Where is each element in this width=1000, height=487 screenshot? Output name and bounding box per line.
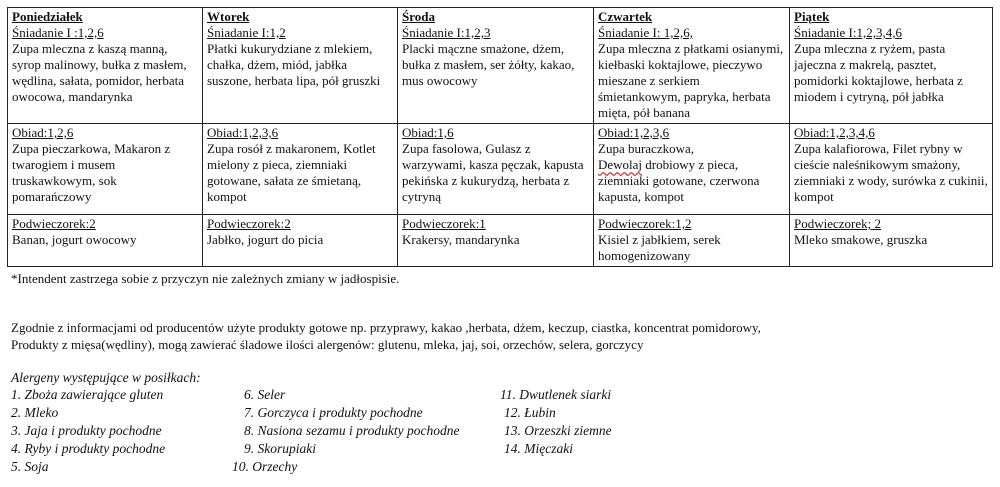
allergen-item: 6. Seler (244, 387, 286, 402)
day-name: Czwartek (598, 9, 653, 24)
meal-label: Śniadanie I :1,2,6 (12, 25, 104, 40)
cell-monday-breakfast (8, 8, 203, 124)
meal-label: Śniadanie I:1,2,3 (402, 25, 491, 40)
menu-table (7, 7, 993, 267)
allergen-item: 9. Skorupiaki (244, 441, 316, 456)
meal-text-start: Zupa buraczkowa, (598, 141, 695, 156)
meal-text: Banan, jogurt owocowy (12, 232, 137, 247)
allergen-item: 3. Jaja i produkty pochodne (11, 423, 162, 438)
meal-text (598, 141, 785, 205)
meal-label: Śniadanie I:1,2,3,4,6 (794, 25, 902, 40)
allergen-item: 2. Mleko (11, 405, 59, 420)
cell-friday-snack (790, 215, 993, 267)
cell-wednesday-lunch (398, 124, 594, 215)
cell-wednesday-breakfast (398, 8, 594, 124)
spellcheck-word: Dewolaj (598, 157, 643, 172)
cell-monday-lunch (8, 124, 203, 215)
allergen-item: 8. Nasiona sezamu i produkty pochodne (244, 423, 460, 438)
meal-text-end: drobiowy z pieca, ziemniaki gotowane, czerwona kapusta, kompot (598, 157, 760, 204)
footnote: *Intendent zastrzega sobie z przyczyn nie zależnych zmiany w jadłospisie. (11, 271, 400, 286)
meal-text: Zupa mleczna z ryżem, pasta jajeczna z makrelą, pasztet, pomidorki koktajlowe, herbata z miodem i cytryną, pół jabłka (794, 41, 963, 104)
snack-row (8, 215, 993, 267)
cell-tuesday-snack (203, 215, 398, 267)
meal-text: Placki mączne smażone, dżem, bułka z masłem, ser żółty, kakao, mus owocowy (402, 41, 575, 88)
meal-text: Zupa fasolowa, Gulasz z warzywami, kasza pęczak, kapusta pekińska z kukurydzą, herbata z cytryną (402, 141, 584, 204)
day-name: Poniedziałek (12, 9, 83, 24)
allergen-item: 5. Soja (11, 459, 49, 474)
meal-text: Kisiel z jabłkiem, serek homogenizowany (598, 232, 721, 263)
allergens-column-2 (232, 386, 459, 476)
cell-thursday-snack (594, 215, 790, 267)
allergen-item: 14. Mięczaki (504, 441, 573, 456)
meal-text: Zupa mleczna z płatkami osianymi, kiełbaski koktajlowe, pieczywo mieszane z serkiem śmietankowym, papryka, herbata mięta, pół banana (598, 41, 784, 120)
allergens-column-1 (11, 386, 165, 476)
meal-label: Obiad:1,2,3,6 (207, 125, 279, 140)
cell-friday-lunch (790, 124, 993, 215)
cell-thursday-breakfast (594, 8, 790, 124)
meal-label: Obiad:1,2,3,6 (598, 125, 670, 140)
day-name: Środa (402, 9, 435, 24)
breakfast-row (8, 8, 993, 124)
meal-text: Jabłko, jogurt do picia (207, 232, 324, 247)
info-line: Zgodnie z informacjami od producentów użyte produkty gotowe np. przyprawy, kakao ,herbata, dżem, keczup, ciastka, koncentrat pomidorowy, (11, 320, 761, 335)
meal-label: Śniadanie I:1,2 (207, 25, 286, 40)
lunch-row (8, 124, 993, 215)
cell-monday-snack (8, 215, 203, 267)
meal-label: Śniadanie I: 1,2,6, (598, 25, 693, 40)
meal-text: Zupa pieczarkowa, Makaron z twarogiem i musem truskawkowym, sok pomarańczowy (12, 141, 171, 204)
cell-tuesday-breakfast (203, 8, 398, 124)
day-name: Wtorek (207, 9, 250, 24)
allergens-column-3 (500, 386, 612, 458)
meal-text: Zupa rosół z makaronem, Kotlet mielony z pieca, ziemniaki gotowane, sałata ze śmietaną, kompot (207, 141, 376, 204)
day-name: Piątek (794, 9, 830, 24)
info-line: Produkty z mięsa(wędliny), mogą zawierać śladowe ilości alergenów: glutenu, mleka, jaj, soi, orzechów, selera, gorczycy (11, 337, 644, 352)
cell-thursday-lunch (594, 124, 790, 215)
meal-text: Płatki kukurydziane z mlekiem, chałka, dżem, miód, jabłka suszone, herbata lipa, pół gruszki (207, 41, 381, 88)
meal-label: Obiad:1,6 (402, 125, 454, 140)
allergen-item: 4. Ryby i produkty pochodne (11, 441, 166, 456)
meal-label: Podwieczorek:1,2 (598, 216, 692, 231)
meal-label: Podwieczorek:2 (207, 216, 291, 231)
meal-label: Podwieczorek; 2 (794, 216, 882, 231)
allergen-item: 7. Gorczyca i produkty pochodne (244, 405, 423, 420)
allergen-item: 13. Orzeszki ziemne (504, 423, 612, 438)
meal-text: Krakersy, mandarynka (402, 232, 520, 247)
allergen-info (11, 319, 761, 353)
allergen-item: 1. Zboża zawierające gluten (11, 387, 164, 402)
allergen-item: 11. Dwutlenek siarki (500, 387, 612, 402)
meal-label: Obiad:1,2,3,4,6 (794, 125, 875, 140)
allergens-title: Alergeny występujące w posiłkach: (11, 370, 201, 385)
meal-label: Obiad:1,2,6 (12, 125, 74, 140)
meal-text: Zupa kalafiorowa, Filet rybny w cieście naleśnikowym smażony, ziemniaki z wody, surówka z cukinii, kompot (794, 141, 988, 204)
allergen-item: 12. Łubin (504, 405, 556, 420)
cell-tuesday-lunch (203, 124, 398, 215)
meal-label: Podwieczorek:1 (402, 216, 486, 231)
meal-label: Podwieczorek:2 (12, 216, 96, 231)
cell-wednesday-snack (398, 215, 594, 267)
allergen-item: 10. Orzechy (232, 459, 298, 474)
meal-text: Mleko smakowe, gruszka (794, 232, 928, 247)
cell-friday-breakfast (790, 8, 993, 124)
meal-text: Zupa mleczna z kaszą manną, syrop malinowy, bułka z masłem, wędlina, sałata, pomidor, herbata owocowa, mandarynka (12, 41, 187, 104)
